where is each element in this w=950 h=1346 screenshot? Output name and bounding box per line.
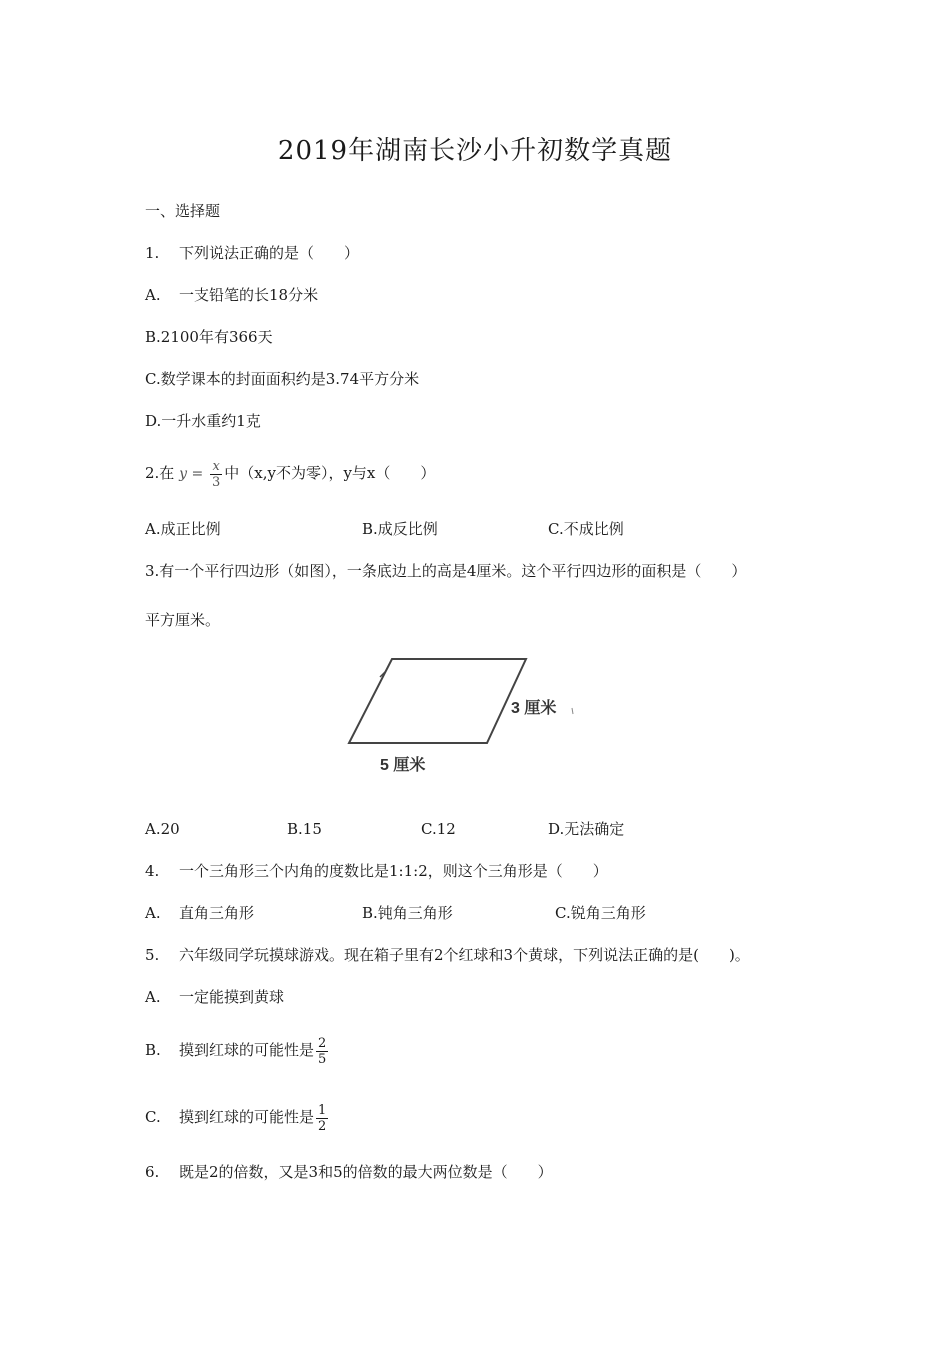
question-text: 既是2的倍数，又是3和5的倍数的最大两位数是（ ） (179, 1163, 553, 1181)
page-title: 2019年湖南长沙小升初数学真题 (277, 136, 673, 166)
fraction-numerator: 2 (318, 1035, 327, 1051)
question-6 (145, 1162, 553, 1182)
question-1 (145, 243, 359, 263)
question-prefix: 2.在 (145, 464, 175, 482)
q1-option-d: D.一升水重约1克 (145, 412, 261, 430)
question-4 (145, 861, 608, 881)
option-text: 直角三角形 (179, 904, 255, 922)
q1-option-a (145, 285, 318, 305)
question-2 (145, 456, 435, 491)
fraction-numerator: x (210, 459, 222, 475)
option-label: A. (145, 988, 161, 1006)
option-label: C. (145, 1108, 161, 1126)
fraction-denominator: 2 (318, 1118, 327, 1134)
option-text: 摸到红球的可能性是 (179, 1108, 315, 1126)
fraction-numerator: 1 (318, 1102, 327, 1118)
q3-option-b: B.15 (287, 820, 322, 838)
q4-option-a (145, 903, 254, 923)
q3-option-a: A.20 (145, 820, 180, 838)
q1-option-b: B.2100年有366天 (145, 328, 273, 346)
option-text: 一支铅笔的长18分米 (179, 286, 319, 304)
fraction-denominator: 5 (318, 1051, 327, 1067)
q2-option-c: C.不成比例 (548, 520, 624, 538)
fraction-denominator: 3 (211, 474, 221, 490)
q1-option-c: C.数学课本的封面面积约是3.74平方分米 (145, 370, 420, 388)
question-text: 下列说法正确的是（ ） (179, 244, 360, 262)
question-number: 4. (145, 862, 160, 880)
option-label: A. (145, 286, 161, 304)
question-3: 3.有一个平行四边形（如图），一条底边上的高是4厘米。这个平行四边形的面积是（ ） (145, 562, 747, 580)
option-text: 摸到红球的可能性是 (179, 1041, 315, 1059)
question-3-continued: 平方厘米。 (145, 611, 221, 629)
option-label: B. (145, 1041, 161, 1059)
question-number: 1. (145, 244, 160, 262)
section-heading: 一、选择题 (145, 202, 221, 220)
option-fraction (316, 1036, 328, 1067)
q5-option-c (145, 1100, 330, 1134)
q2-option-a: A.成正比例 (145, 520, 221, 538)
question-text: 中（x,y不为零），y与x（ ） (224, 464, 436, 482)
question-number: 5. (145, 946, 160, 964)
q5-option-a (145, 987, 284, 1007)
question-number: 6. (145, 1163, 160, 1181)
q3-option-d: D.无法确定 (548, 820, 625, 838)
parallelogram-shape (340, 650, 600, 780)
q4-option-c: C.锐角三角形 (555, 904, 646, 922)
base-length-label: 5 厘米 (380, 757, 426, 774)
option-label: A. (145, 904, 161, 922)
q2-option-b: B.成反比例 (362, 520, 438, 538)
equation-fraction (210, 459, 222, 490)
q3-option-c: C.12 (421, 820, 456, 838)
q4-option-b: B.钝角三角形 (362, 904, 453, 922)
equation-lhs: y = (179, 466, 204, 482)
question-text: 一个三角形三个内角的度数比是1:1:2，则这个三角形是（ ） (179, 862, 608, 880)
option-text: 一定能摸到黄球 (179, 988, 285, 1006)
q5-option-b (145, 1033, 330, 1067)
question-text: 六年级同学玩摸球游戏。现在箱子里有2个红球和3个黄球，下列说法正确的是( )。 (179, 946, 750, 964)
parallelogram-figure (340, 650, 600, 780)
option-fraction (316, 1103, 328, 1134)
question-5 (145, 945, 750, 965)
side-length-label: 3 厘米 (511, 700, 557, 717)
